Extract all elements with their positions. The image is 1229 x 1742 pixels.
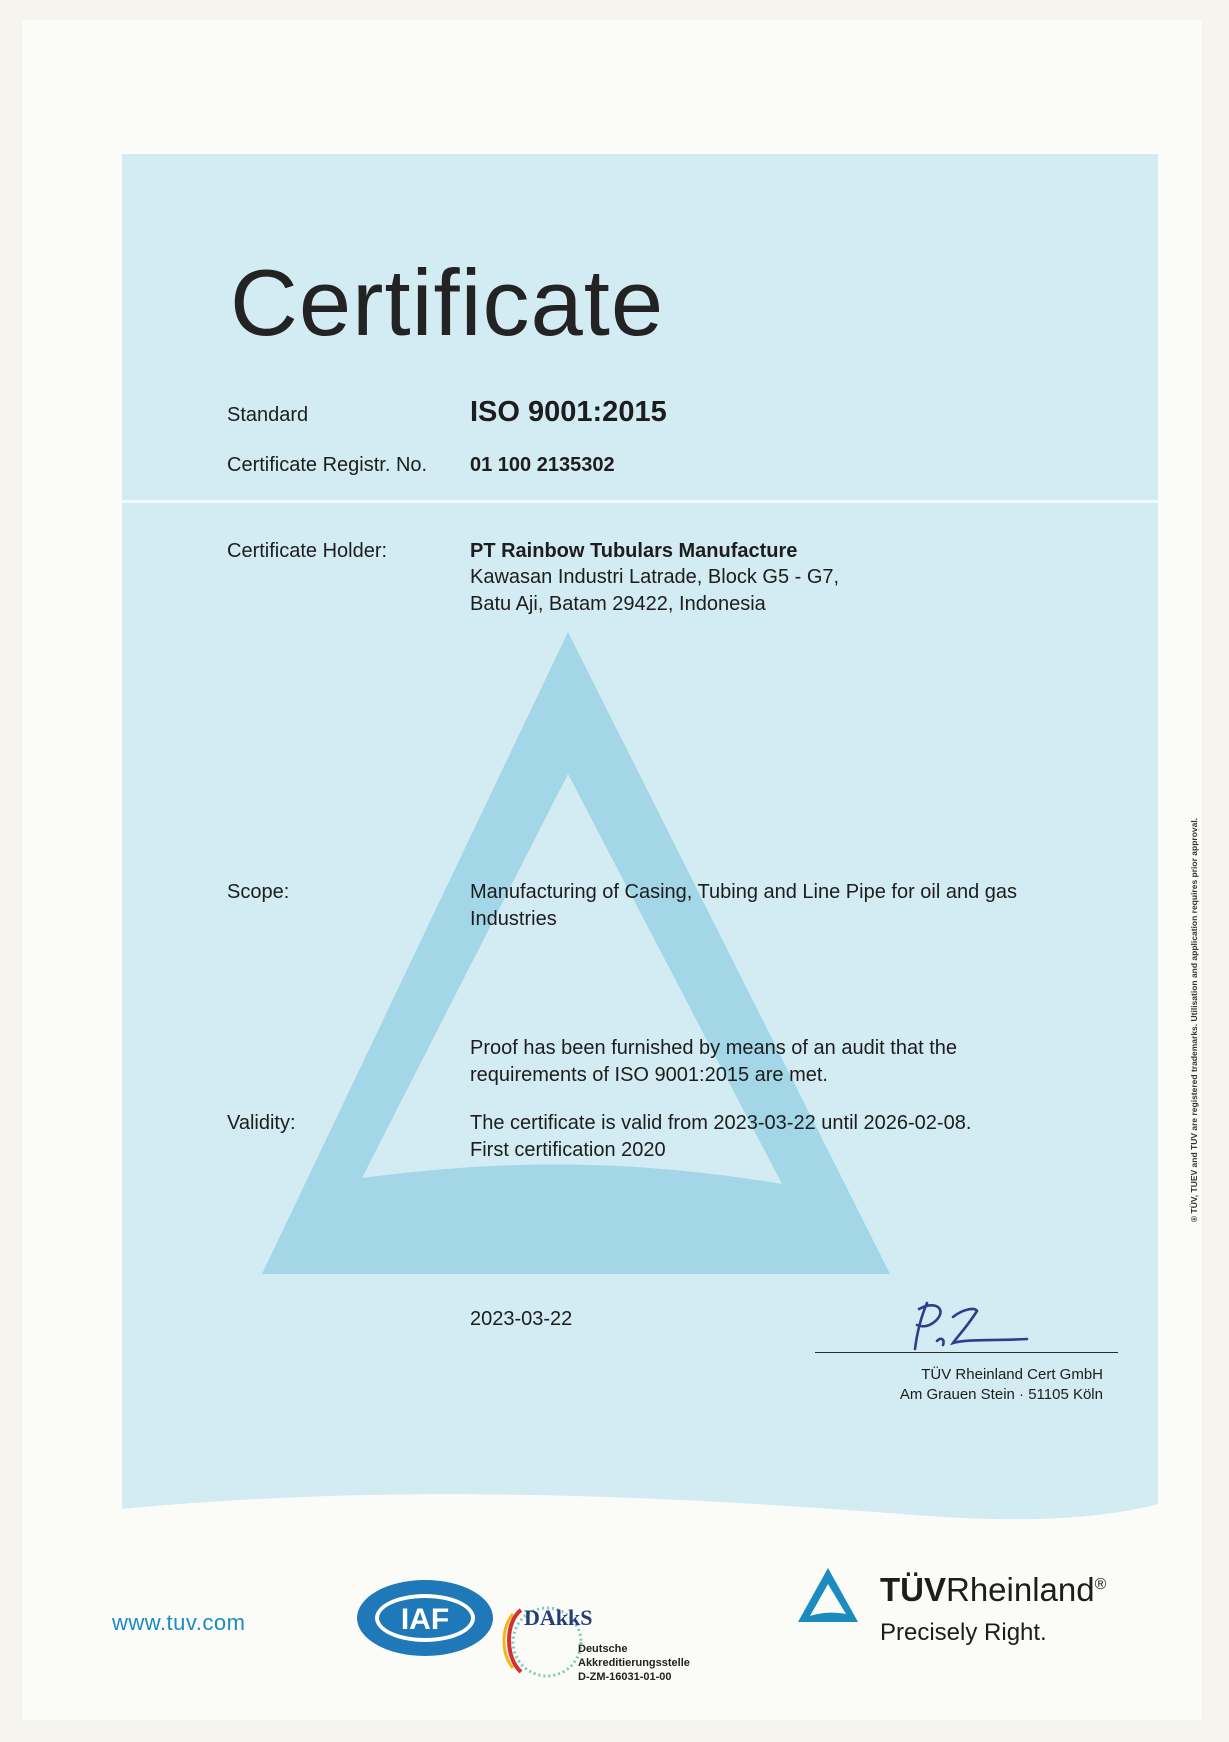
validity-value: The certificate is valid from 2023-03-22 until 2026-02-08. First certification 2020 (470, 1112, 972, 1161)
scope-value: Manufacturing of Casing, Tubing and Line Pipe for oil and gas Industries (470, 881, 1018, 930)
certificate-sheet (22, 20, 1202, 1720)
dakks-line-3: D-ZM-16031-01-00 (578, 1671, 672, 1683)
certificate-title: Certificate (230, 250, 665, 355)
tuv-slogan: Precisely Right. (880, 1619, 1047, 1646)
holder-address: Kawasan Industri Latrade, Block G5 - G7, Batu Aji, Batam 29422, Indonesia (470, 566, 840, 615)
tuv-brand-regular: Rheinland (946, 1571, 1095, 1608)
dakks-text (578, 1642, 690, 1684)
website-link[interactable]: www.tuv.com (112, 1610, 246, 1635)
dakks-line-2: Akkreditierungsstelle (578, 1657, 690, 1669)
standard-value: ISO 9001:2015 (470, 396, 667, 428)
tuv-brand-bold: TÜV (880, 1571, 946, 1608)
proof-statement: Proof has been furnished by means of an audit that the requirements of ISO 9001:2015 are met. (470, 1037, 957, 1086)
tuv-brand (880, 1571, 1106, 1609)
scope-label: Scope: (227, 881, 290, 903)
signature (897, 1297, 1037, 1357)
issuer-block (900, 1365, 1103, 1405)
issuer-name: TÜV Rheinland Cert GmbH (921, 1366, 1103, 1383)
standard-label: Standard (227, 404, 309, 426)
signature-line (815, 1352, 1118, 1353)
registration-label: Certificate Registr. No. (227, 454, 428, 476)
trademark-note: ® TÜV, TUEV and TUV are registered trademarks. Utilisation and application requires prior approval. (1189, 817, 1199, 1223)
panel-bottom-wave (122, 1424, 1158, 1544)
divider (122, 500, 1158, 503)
iaf-logo (355, 1578, 495, 1658)
issue-date: 2023-03-22 (470, 1308, 573, 1330)
holder-label: Certificate Holder: (227, 540, 388, 562)
tuv-triangle-icon (796, 1566, 860, 1624)
iaf-label: IAF (400, 1603, 450, 1636)
holder-name: PT Rainbow Tubulars Manufacture (470, 540, 798, 562)
dakks-line-1: Deutsche (578, 1643, 628, 1655)
registration-number: 01 100 2135302 (470, 454, 615, 476)
registered-mark: ® (1094, 1576, 1107, 1593)
issuer-address: Am Grauen Stein · 51105 Köln (899, 1386, 1103, 1403)
dakks-name: DAkkS (524, 1605, 593, 1630)
certificate-panel (122, 154, 1158, 1544)
validity-label: Validity: (227, 1112, 296, 1134)
